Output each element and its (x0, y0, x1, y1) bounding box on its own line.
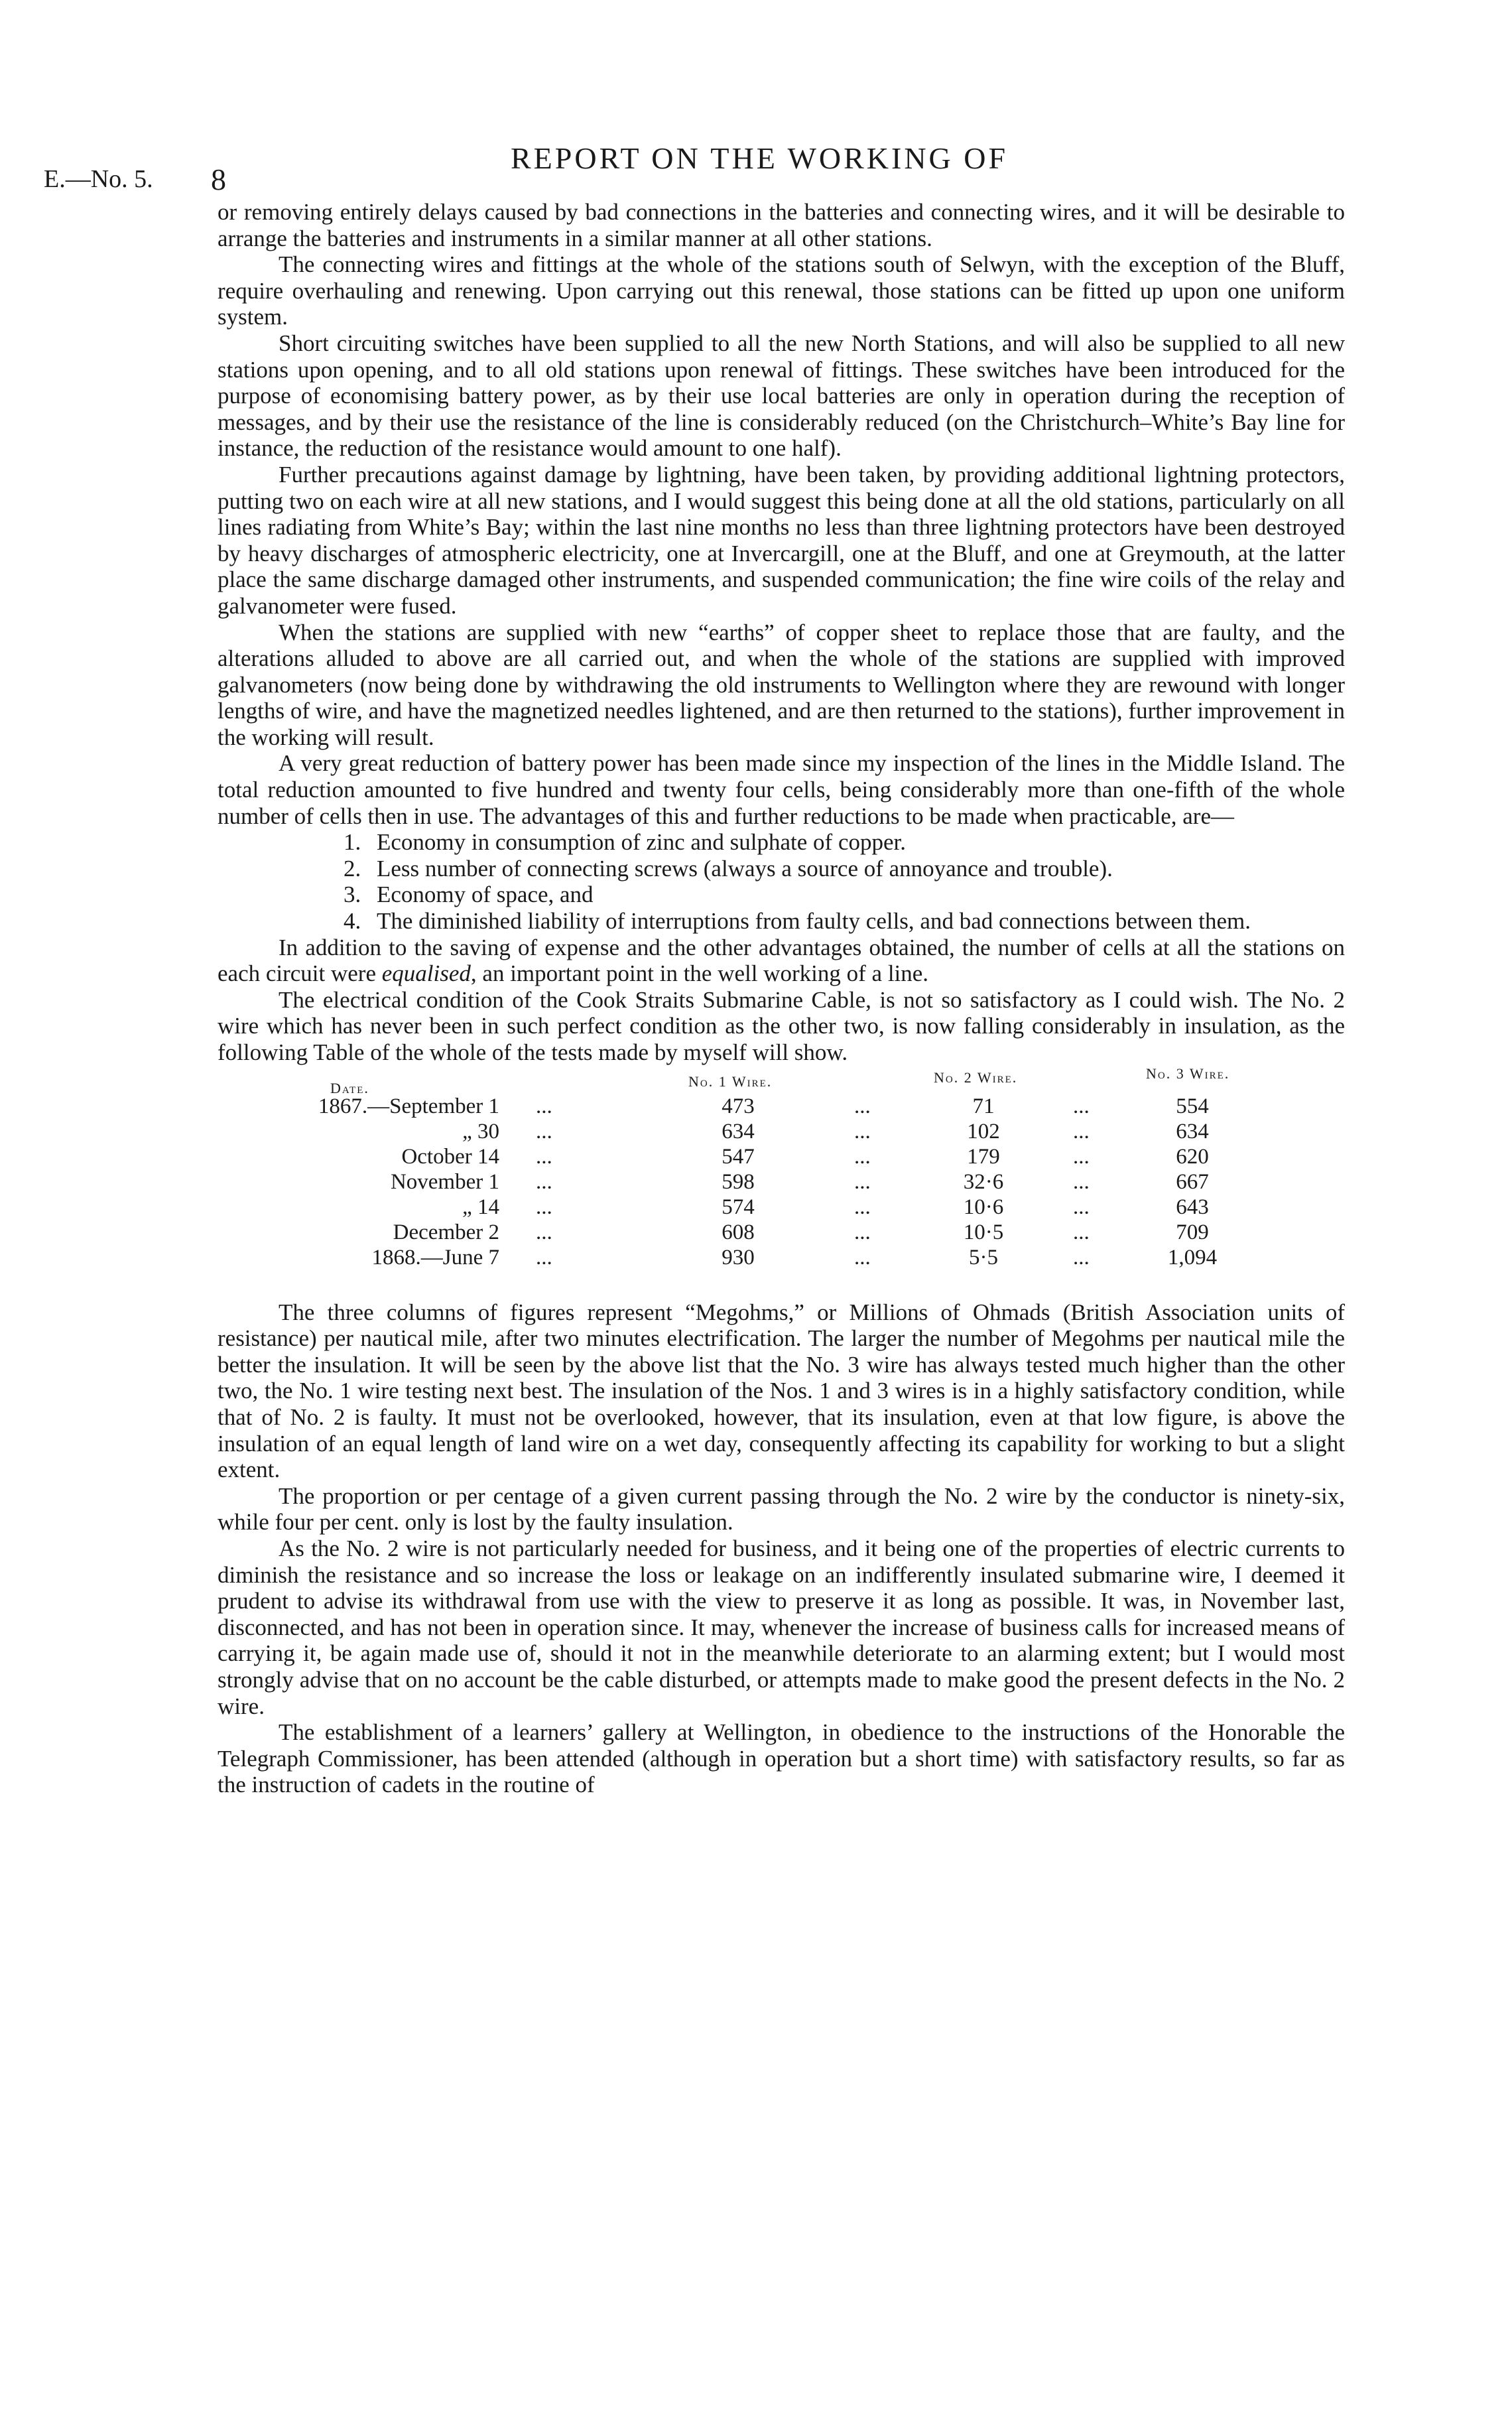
column-header-date: Date. (330, 1079, 369, 1096)
table-row: 1867.—September 1 ... 473 ... 71 ... 554 (318, 1094, 1209, 1118)
table-row: November 1 ... 598 ... 32·6 ... 667 (390, 1169, 1209, 1194)
paragraph-connecting-wires: The connecting wires and fittings at the whole of the stations south of Selwyn, with the exception of the Bluff, require overhauling and renewing. Upon carrying out this renewal, those stations can be fitted up upon one uniform system. (218, 251, 1345, 330)
table-row: „ 14 ... 574 ... 10·6 ... 643 (462, 1195, 1209, 1219)
column-header-wire-3: No. 3 Wire. (1146, 1065, 1230, 1082)
paragraph-earths: When the stations are supplied with new “earths” of copper sheet to replace those that are faulty, and the alterations alluded to above are all carried out, and when the whole of the stations are supplied with improved galvanometers (now being done by withdrawing the old instruments to Wellington where they are rewound with longer lengths of wire, and have the magnetized needles lightened, and are then returned to the stations), further improvement in the working will result. (218, 619, 1345, 750)
paragraph-megohms: The three columns of figures represent “Megohms,” or Millions of Ohmads (British Association units of resistance) per nautical mile, after two minutes electrification. The larger the number of Megohms per nautical mile the better the insulation. It will be seen by the above list that the No. 3 wire has always tested much higher than the other two, the No. 1 wire testing next best. The insulation of the Nos. 1 and 3 wires is in a highly satisfactory condition, while that of No. 2 is faulty. It must not be overlooked, however, that its insulation, even at that low figure, is above the insulation of an equal length of land wire on a wet day, consequently affecting its capability for working to but a slight extent. (218, 1299, 1345, 1483)
paragraph-learners-gallery: The establishment of a learners’ gallery at Wellington, in obedience to the instructions of the Honorable the Telegraph Commissioner, has been attended (although in operation but a short time) with satisfactory results, so far as the instruction of cadets in the routine of (218, 1719, 1345, 1798)
paragraph-switches: Short circuiting switches have been supplied to all the new North Stations, and will also be supplied to all new stations upon opening, and to all old stations upon renewal of fittings. These switches have been introduced for the purpose of economising battery power, as by their use local batteries are only in operation during the reception of messages, and by their use the resistance of the line is considerably reduced (on the Christchurch–White’s Bay line for instance, the reduction of the resistance would amount to one half). (218, 330, 1345, 462)
list-item: 2. Less number of connecting screws (always a source of annoyance and trouble). (344, 855, 1113, 881)
list-item: 1. Economy in consumption of zinc and sulphate of copper. (344, 829, 907, 856)
emphasis-equalised: equalised (381, 960, 471, 987)
column-header-wire-2: No. 2 Wire. (934, 1069, 1018, 1086)
report-body (218, 199, 1345, 1798)
table-row: „ 30 ... 634 ... 102 ... 634 (462, 1119, 1209, 1143)
paragraph-batteries: or removing entirely delays caused by bad connections in the batteries and connecting wires, and it will be desirable to arrange the batteries and instruments in a similar manner at all other stations. (218, 199, 1345, 251)
paragraph-withdrawal: As the No. 2 wire is not particularly needed for business, and it being one of the properties of electric currents to diminish the resistance and so increase the loss or leakage on an indifferently insulated submarine wire, I deemed it prudent to advise its withdrawal from use with the view to preserve it as long as possible. It was, in November last, disconnected, and has not been in operation since. It may, whenever the increase of business calls for increased means of carrying it, be again made use of, should it not in the meanwhile deteriorate to an alarming extent; but I would most strongly advise that on no account be the cable disturbed, or attempts made to make good the present defects in the No. 2 wire. (218, 1535, 1345, 1719)
paragraph-lightning: Further precautions against damage by lightning, have been taken, by providing additional lightning protectors, putting two on each wire at all new stations, and I would suggest this being done at all the old stations, particularly on all lines radiating from White’s Bay; within the last nine months no less than three lightning protectors have been destroyed by heavy discharges of atmospheric electricity, one at Invercargill, one at the Bluff, and one at Greymouth, at the latter place the same discharge damaged other instruments, and suspended communication; the fine wire coils of the relay and galvanometer were fused. (218, 461, 1345, 619)
table-row: 1868.—June 7 ... 930 ... 5·5 ... 1,094 (371, 1245, 1218, 1270)
column-header-wire-1: No. 1 Wire. (688, 1073, 773, 1090)
advantages-list (218, 829, 1345, 934)
table-row: October 14 ... 547 ... 179 ... 620 (401, 1144, 1209, 1169)
list-item: 3. Economy of space, and (344, 881, 594, 908)
page-title: REPORT ON THE WORKING OF (511, 141, 1009, 175)
list-item: 4. The diminished liability of interruptions from faulty cells, and bad connections between them. (344, 908, 1251, 935)
table-row: December 2 ... 608 ... 10·5 ... 709 (393, 1220, 1209, 1244)
document-reference: E.—No. 5. (44, 165, 153, 193)
paragraph-battery-reduction: A very great reduction of battery power has been made since my inspection of the lines in the Middle Island. The total reduction amounted to five hundred and twenty four cells, being considerably more than one-fifth of the whole number of cells then in use. The advantages of this and further reductions to be made when practicable, are— (218, 750, 1345, 829)
page-number: 8 (211, 163, 226, 196)
paragraph-submarine-cable: The electrical condition of the Cook Straits Submarine Cable, is not so satisfactory as I could wish. The No. 2 wire which has never been in such perfect condition as the other two, is now falling considerably in insulation, as the following Table of the whole of the tests made by myself will show. (218, 986, 1345, 1065)
insulation-test-table (218, 1066, 1345, 1299)
paragraph-current-proportion: The proportion or per centage of a given current passing through the No. 2 wire by the conductor is ninety-six, while four per cent. only is lost by the faulty insulation. (218, 1482, 1345, 1535)
paragraph-equalised: In addition to the saving of expense and the other advantages obtained, the number of cells at all the stations on each circuit were equalised, an important point in the well working of a line. (218, 934, 1345, 987)
